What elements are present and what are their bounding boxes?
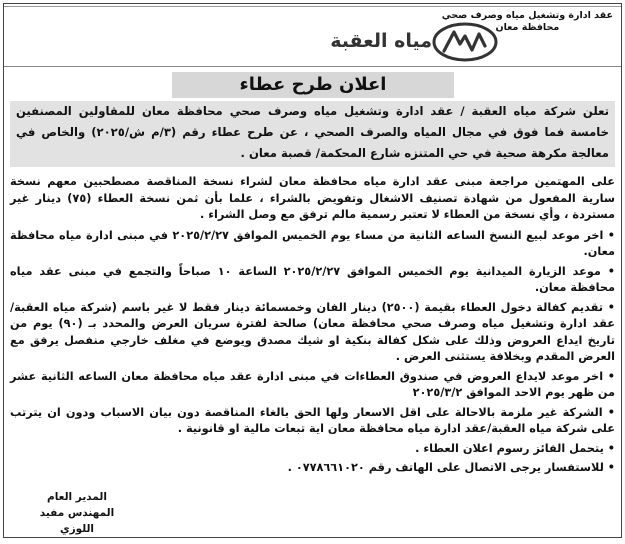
intro-paragraph: تعلن شركة مياه العقبة / عقد ادارة وتشغيل مياه وصرف صحي محافظة معان للمقاولين المصنفين خامسة فما فوق في مجال المياه والصرف الصحي ، عن طرح عطاء رقم (٣/م ش/٢٠٢٥) والخاص في معالجة مكرهة صحية في حي المتنزه شارع المحكمة/ قصبة معان . <box>10 101 615 167</box>
list-item: • تقديم كفالة دخول العطاء بقيمة (٢٥٠٠) دينار الفان وخمسمائة دينار فقط لا غير باسم (شركة مياه العقبة/عقد ادارة وتشغيل مياه وصرف صحي محافظة معان) صالحة لفترة سريان العرض والمحدد بـ (٩٠) يوم من تاريخ ايداع العروض وذلك على شكل كفالة بنكية او شيك مصدق ويوضع في مغلف خارجي منفصل يرفق مع العرض المقدم وبخلافة يستثنى العرض . <box>10 300 615 366</box>
brand-name: مياه العقبة <box>330 30 432 52</box>
list-item: • اخر موعد لايداع العروض في صندوق العطاءات في مبنى ادارة عقد مياه محافظة معان الساعه الثانية عشر من ظهر يوم الاحد الموافق ٢٠٢٥/٣/٢ <box>10 369 615 402</box>
tender-advertisement <box>3 3 622 538</box>
aqaba-water-logo-icon <box>432 22 498 62</box>
header-divider <box>4 66 621 67</box>
issuer-line-1: عقد ادارة وتشغيل مياه وصرف صحي <box>441 10 613 21</box>
list-item: • للاستفسار يرجى الاتصال على الهاتف رقم ٠٧٧٨٦٦١٠٢٠ . <box>10 460 615 477</box>
conditions-list <box>10 228 615 477</box>
list-item: • الشركة غير ملزمة بالاحالة على اقل الاسعار ولها الحق بالغاء المناقصة دون بيان الاسباب ودون ان يترتب على شركة مياه العقبة/عقد ادارة مياه محافظة معان اية تبعات مالية او قانونية . <box>10 405 615 438</box>
list-item: • اخر موعد لبيع النسخ الساعه الثانية من مساء يوم الخميس الموافق ٢٠٢٥/٢/٢٧ في مبنى ادارة مياه محافظة معان. <box>10 228 615 261</box>
signature-block <box>22 489 132 537</box>
ad-title: اعلان طرح عطاء <box>172 72 454 98</box>
main-paragraph: على المهتمين مراجعة مبنى عقد ادارة مياه محافظة معان لشراء نسخة المناقصة مصطحبين معهم نسخة سارية المفعول من شهادة تصنيف الاشغال وتفويض بالشراء ، علما بأن ثمن نسخة العطاء (٧٥) دينار غير مستردة ، وأي نسخة من العطاء لا تعتبر رسمية مالم ترفق مع وصل الشراء . <box>10 175 615 221</box>
issuer-line-2: محافظة معان <box>495 22 560 33</box>
signature-name: المهندس مفيد اللوزي <box>39 507 115 535</box>
list-item: • يتحمل الفائز رسوم اعلان العطاء . <box>10 441 615 458</box>
list-item: • موعد الزيارة الميدانية يوم الخميس الموافق ٢٠٢٥/٢/٢٧ الساعة ١٠ صباحاً والتجمع في مبنى عقد مياه محافظة معان. <box>10 264 615 297</box>
signature-role: المدير العام <box>47 491 107 503</box>
top-divider <box>4 6 621 7</box>
ad-body <box>10 174 615 480</box>
